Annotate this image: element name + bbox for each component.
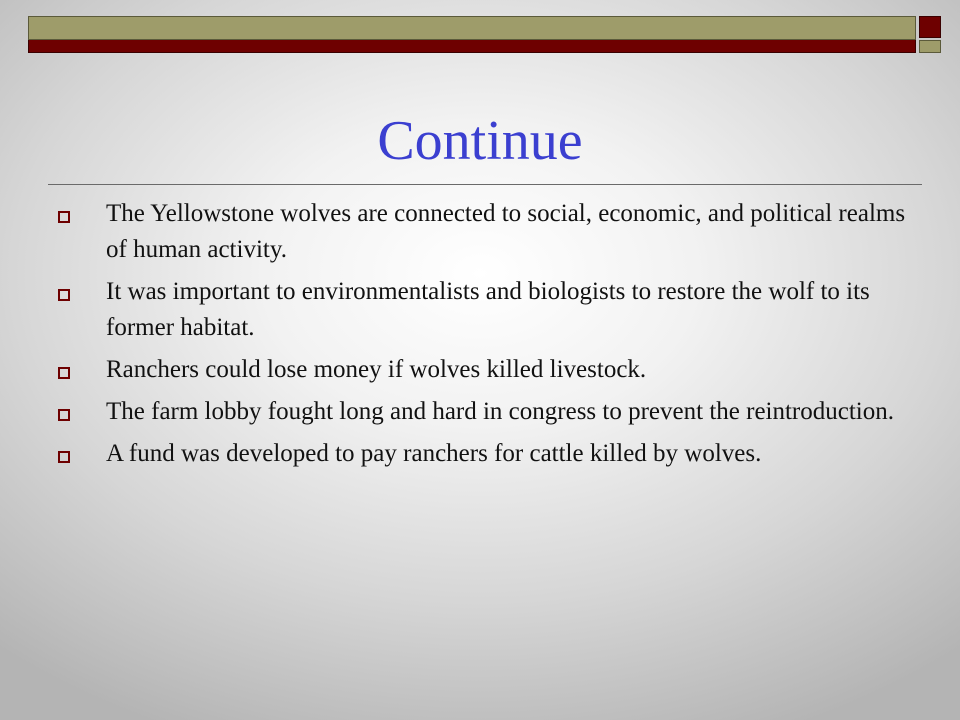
top-decorative-banner [28,14,942,58]
hollow-square-bullet-icon [58,409,70,421]
hollow-square-bullet-icon [58,211,70,223]
bullet-item [58,394,908,430]
title-divider [48,184,922,185]
bullet-text: Ranchers could lose money if wolves killed livestock. [106,356,647,383]
bullet-item [58,352,908,388]
bullet-item [58,196,908,268]
bullet-text: The Yellowstone wolves are connected to social, economic, and political realms of human activity. [106,200,906,263]
bullet-text: It was important to environmentalists and biologists to restore the wolf to its former habitat. [106,278,870,341]
bullet-list [58,196,908,478]
banner-red-square [919,16,941,38]
banner-red-bar [28,40,916,53]
hollow-square-bullet-icon [58,451,70,463]
banner-olive-square [919,40,941,53]
bullet-item [58,274,908,346]
hollow-square-bullet-icon [58,367,70,379]
hollow-square-bullet-icon [58,289,70,301]
bullet-text: A fund was developed to pay ranchers for cattle killed by wolves. [106,440,762,467]
slide-title: Continue [377,110,583,172]
banner-olive-bar [28,16,916,40]
bullet-text: The farm lobby fought long and hard in congress to prevent the reintroduction. [106,398,894,425]
bullet-item [58,436,908,472]
